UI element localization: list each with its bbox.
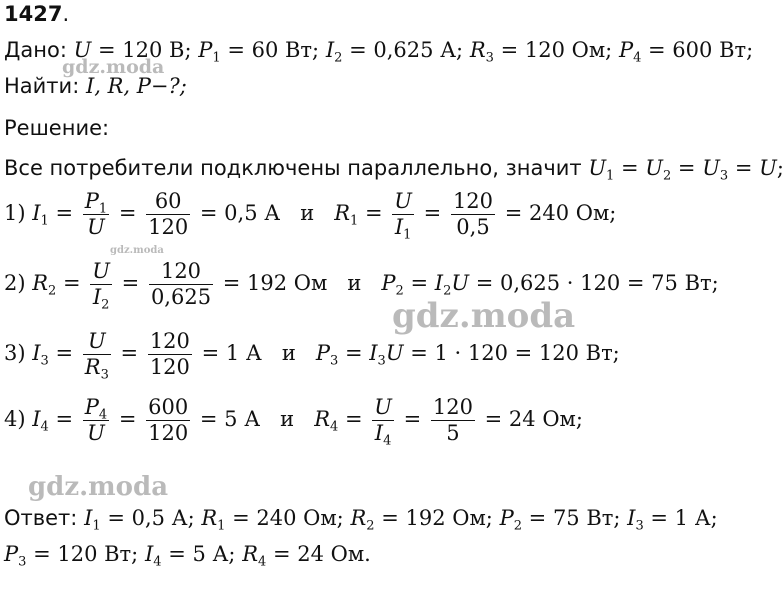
step-1: 1) $I_1$ = $\frac{P_1}{U}$ = $\frac{60}{120}$ = 0,5 А и $R_1$ = $\frac{U}{I_1}$ = $\frac{120}{0,5}$ = 240 Ом;	[4, 189, 617, 243]
fraction: $\frac{U}{I_4}$	[374, 395, 392, 449]
fraction: $\frac{P_4}{U}$	[84, 395, 108, 446]
watermark: gdz.moda	[392, 296, 576, 336]
given-item: $R_3 = 120$ Ом;	[469, 38, 613, 66]
find-label: Найти:	[4, 74, 80, 98]
watermark: gdz.moda	[28, 472, 169, 502]
given-item: $P_4 = 600$ Вт;	[618, 38, 754, 66]
fraction: $\frac{U}{R_3}$	[84, 329, 109, 383]
given-item: $I_2 = 0,625$ А;	[325, 38, 464, 66]
statement-line: Все потребители подключены параллельно, значит $U_1 = U_2 = U_3 = U$;	[4, 156, 784, 184]
watermark: gdz.moda	[62, 56, 165, 78]
given-line	[4, 38, 754, 66]
given-item: U = 120 В;	[73, 38, 192, 62]
step-2: 2) $R_2$ = $\frac{U}{I_2}$ = $\frac{120}{0,625}$ = 192 Ом и $P_2 = I_2U = 0,625 \cdot 120 = 75$ Вт;	[4, 259, 719, 313]
find-text: I, R, P−?;	[85, 74, 187, 98]
fraction: $\frac{U}{I_2}$	[92, 259, 110, 313]
fraction: $\frac{120}{120}$	[149, 329, 190, 380]
given-label: Дано:	[4, 38, 67, 62]
problem-number-period: .	[62, 2, 70, 26]
fraction: $\frac{P_1}{U}$	[84, 189, 108, 240]
problem-number: 1427	[4, 2, 63, 26]
find-line	[4, 74, 187, 98]
fraction: $\frac{U}{I_1}$	[394, 189, 412, 243]
fraction: $\frac{600}{120}$	[148, 395, 189, 446]
given-item: $P_1 = 60$ Вт;	[198, 38, 320, 66]
solution-label: Решение:	[4, 116, 110, 140]
fraction: $\frac{60}{120}$	[148, 189, 189, 240]
step-4: 4) $I_4$ = $\frac{P_4}{U}$ = $\frac{600}{120}$ = 5 А и $R_4$ = $\frac{U}{I_4}$ = $\frac{120}{5}$ = 24 Ом;	[4, 395, 583, 449]
fraction: $\frac{120}{5}$	[432, 395, 473, 446]
problem-title	[4, 2, 69, 26]
fraction: $\frac{120}{0,5}$	[452, 189, 494, 240]
watermark: gdz.moda	[110, 245, 164, 256]
answer-line-2: $P_3 = 120$ Вт; $I_4 = 5$ А; $R_4 = 24$ Ом.	[4, 542, 371, 570]
answer-label: Ответ:	[4, 506, 78, 530]
step-3: 3) $I_3$ = $\frac{U}{R_3}$ = $\frac{120}{120}$ = 1 А и $P_3 = I_3U = 1 \cdot 120 = 120$ Вт;	[4, 329, 620, 383]
fraction: $\frac{120}{0,625}$	[150, 259, 212, 310]
answer-line-1: Ответ: $I_1 = 0,5$ А; $R_1 = 240$ Ом; $R_2 = 192$ Ом; $P_2 = 75$ Вт; $I_3 = 1$ А;	[4, 506, 718, 534]
